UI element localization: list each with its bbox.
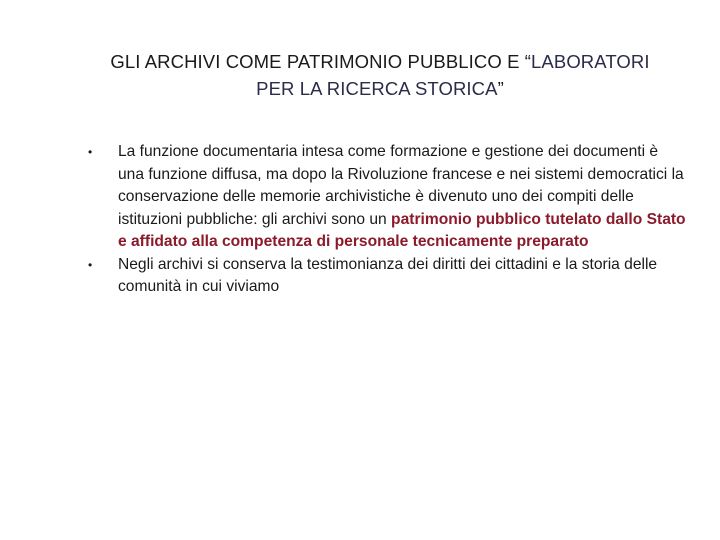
bullet-list (88, 141, 688, 299)
title-emphasis-ricerca: PER LA RICERCA STORICA (256, 78, 498, 99)
title-emphasis-laboratori: LABORATORI (531, 51, 650, 72)
bullet-text: Negli archivi si conserva la testimonianza dei diritti dei cittadini e la storia delle comunità in cui viviamo (118, 255, 658, 295)
title-suffix: ” (497, 78, 504, 99)
bullet-dot-icon: • (88, 145, 93, 159)
bullet-text: La funzione documentaria intesa come formazione e gestione dei documenti è una funzione diffusa, ma dopo la Rivoluzione francese e nei sistemi democratici la conservazione delle memorie archivistiche è divenuto uno dei compiti delle istituzioni pubbliche: gli archivi sono un (118, 143, 684, 228)
bullet-dot-icon: • (88, 257, 93, 272)
title-prefix: GLI ARCHIVI COME PATRIMONIO PUBBLICO E “ (110, 51, 532, 72)
slide-title (60, 48, 700, 102)
bullet-item-1 (88, 141, 688, 254)
bullet-emphasis: patrimonio pubblico tutelato dallo Stato e affidato alla competenza di personale tecnicamente preparato (118, 210, 686, 250)
bullet-item-2 (88, 254, 688, 299)
